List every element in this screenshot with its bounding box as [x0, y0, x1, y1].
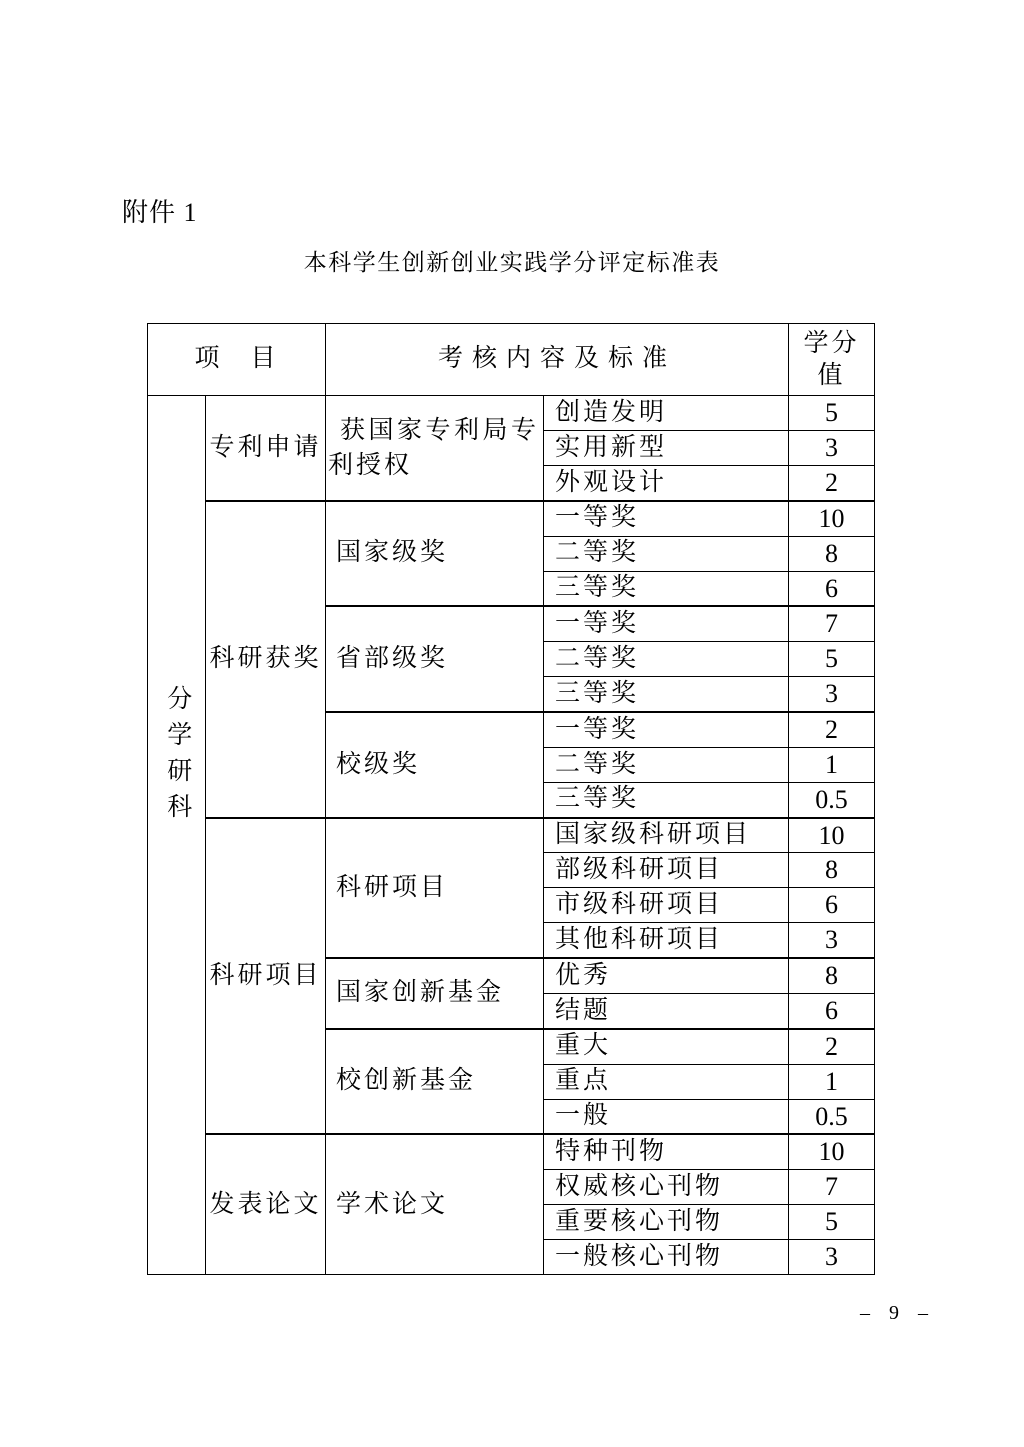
credit-value-cell: 0.5 [789, 1099, 875, 1134]
criterion-cell: 二等奖 [544, 642, 789, 677]
subcategory-cell: 获国家专利局专利授权 [326, 396, 544, 501]
criterion-cell: 三等奖 [544, 782, 789, 817]
credit-value-cell: 2 [789, 712, 875, 747]
credit-standard-table [147, 323, 875, 1275]
credit-header-line2: 值 [817, 361, 846, 389]
criterion-cell: 一般核心刊物 [544, 1240, 789, 1275]
criterion-cell: 三等奖 [544, 571, 789, 606]
credit-value-cell: 7 [789, 1170, 875, 1205]
criterion-cell: 其他科研项目 [544, 923, 789, 958]
column-header-criteria: 考核内容及标准 [326, 324, 789, 396]
category-cell: 科研获奖 [206, 501, 326, 818]
criterion-cell: 一等奖 [544, 501, 789, 536]
credit-value-cell: 6 [789, 571, 875, 606]
criterion-cell: 二等奖 [544, 536, 789, 571]
credit-header-line1: 学分 [803, 330, 860, 358]
criterion-cell: 特种刊物 [544, 1134, 789, 1169]
criterion-cell: 一般 [544, 1099, 789, 1134]
criterion-cell: 部级科研项目 [544, 853, 789, 888]
criterion-cell: 二等奖 [544, 747, 789, 782]
credit-value-cell: 5 [789, 1205, 875, 1240]
credit-value-cell: 10 [789, 818, 875, 853]
side-vertical-label: 分学研科 [163, 685, 191, 830]
credit-value-cell: 10 [789, 501, 875, 536]
credit-value-cell: 2 [789, 466, 875, 501]
subcategory-cell: 省部级奖 [326, 606, 544, 712]
table-row [148, 1134, 875, 1169]
page-number: – 9 – [860, 1302, 935, 1324]
column-header-credit [789, 324, 875, 396]
credit-value-cell: 3 [789, 1240, 875, 1275]
attachment-label: 附件 1 [122, 198, 198, 227]
criterion-cell: 结题 [544, 993, 789, 1028]
credit-value-cell: 5 [789, 642, 875, 677]
criterion-cell: 一等奖 [544, 606, 789, 641]
credit-value-cell: 1 [789, 747, 875, 782]
category-cell: 专利申请 [206, 396, 326, 501]
page-title: 本科学生创新创业实践学分评定标准表 [303, 250, 721, 275]
table-header-row [148, 324, 875, 396]
credit-value-cell: 3 [789, 677, 875, 712]
credit-value-cell: 6 [789, 888, 875, 923]
criterion-cell: 外观设计 [544, 466, 789, 501]
table-row [148, 501, 875, 536]
category-cell: 科研项目 [206, 818, 326, 1135]
column-header-project: 项 目 [148, 324, 326, 396]
subcategory-cell: 校级奖 [326, 712, 544, 818]
credit-value-cell: 2 [789, 1029, 875, 1064]
criterion-cell: 创造发明 [544, 396, 789, 431]
criterion-cell: 市级科研项目 [544, 888, 789, 923]
subcategory-cell: 国家级奖 [326, 501, 544, 607]
criterion-cell: 重要核心刊物 [544, 1205, 789, 1240]
criterion-cell: 优秀 [544, 958, 789, 993]
table-row [148, 818, 875, 853]
credit-value-cell: 7 [789, 606, 875, 641]
criterion-cell: 重大 [544, 1029, 789, 1064]
side-category-cell [148, 396, 206, 1275]
criterion-cell: 一等奖 [544, 712, 789, 747]
criterion-cell: 国家级科研项目 [544, 818, 789, 853]
credit-value-cell: 8 [789, 853, 875, 888]
criterion-cell: 权威核心刊物 [544, 1170, 789, 1205]
subcategory-cell: 科研项目 [326, 818, 544, 959]
category-cell: 发表论文 [206, 1134, 326, 1274]
criterion-cell: 三等奖 [544, 677, 789, 712]
credit-value-cell: 1 [789, 1064, 875, 1099]
subcategory-cell: 国家创新基金 [326, 958, 544, 1029]
credit-value-cell: 5 [789, 396, 875, 431]
subcategory-cell: 学术论文 [326, 1134, 544, 1274]
criterion-cell: 实用新型 [544, 431, 789, 466]
credit-value-cell: 0.5 [789, 782, 875, 817]
criterion-cell: 重点 [544, 1064, 789, 1099]
credit-value-cell: 8 [789, 536, 875, 571]
credit-value-cell: 10 [789, 1134, 875, 1169]
subcategory-cell: 校创新基金 [326, 1029, 544, 1135]
table-row [148, 396, 875, 431]
credit-value-cell: 6 [789, 993, 875, 1028]
credit-value-cell: 8 [789, 958, 875, 993]
credit-value-cell: 3 [789, 431, 875, 466]
credit-value-cell: 3 [789, 923, 875, 958]
